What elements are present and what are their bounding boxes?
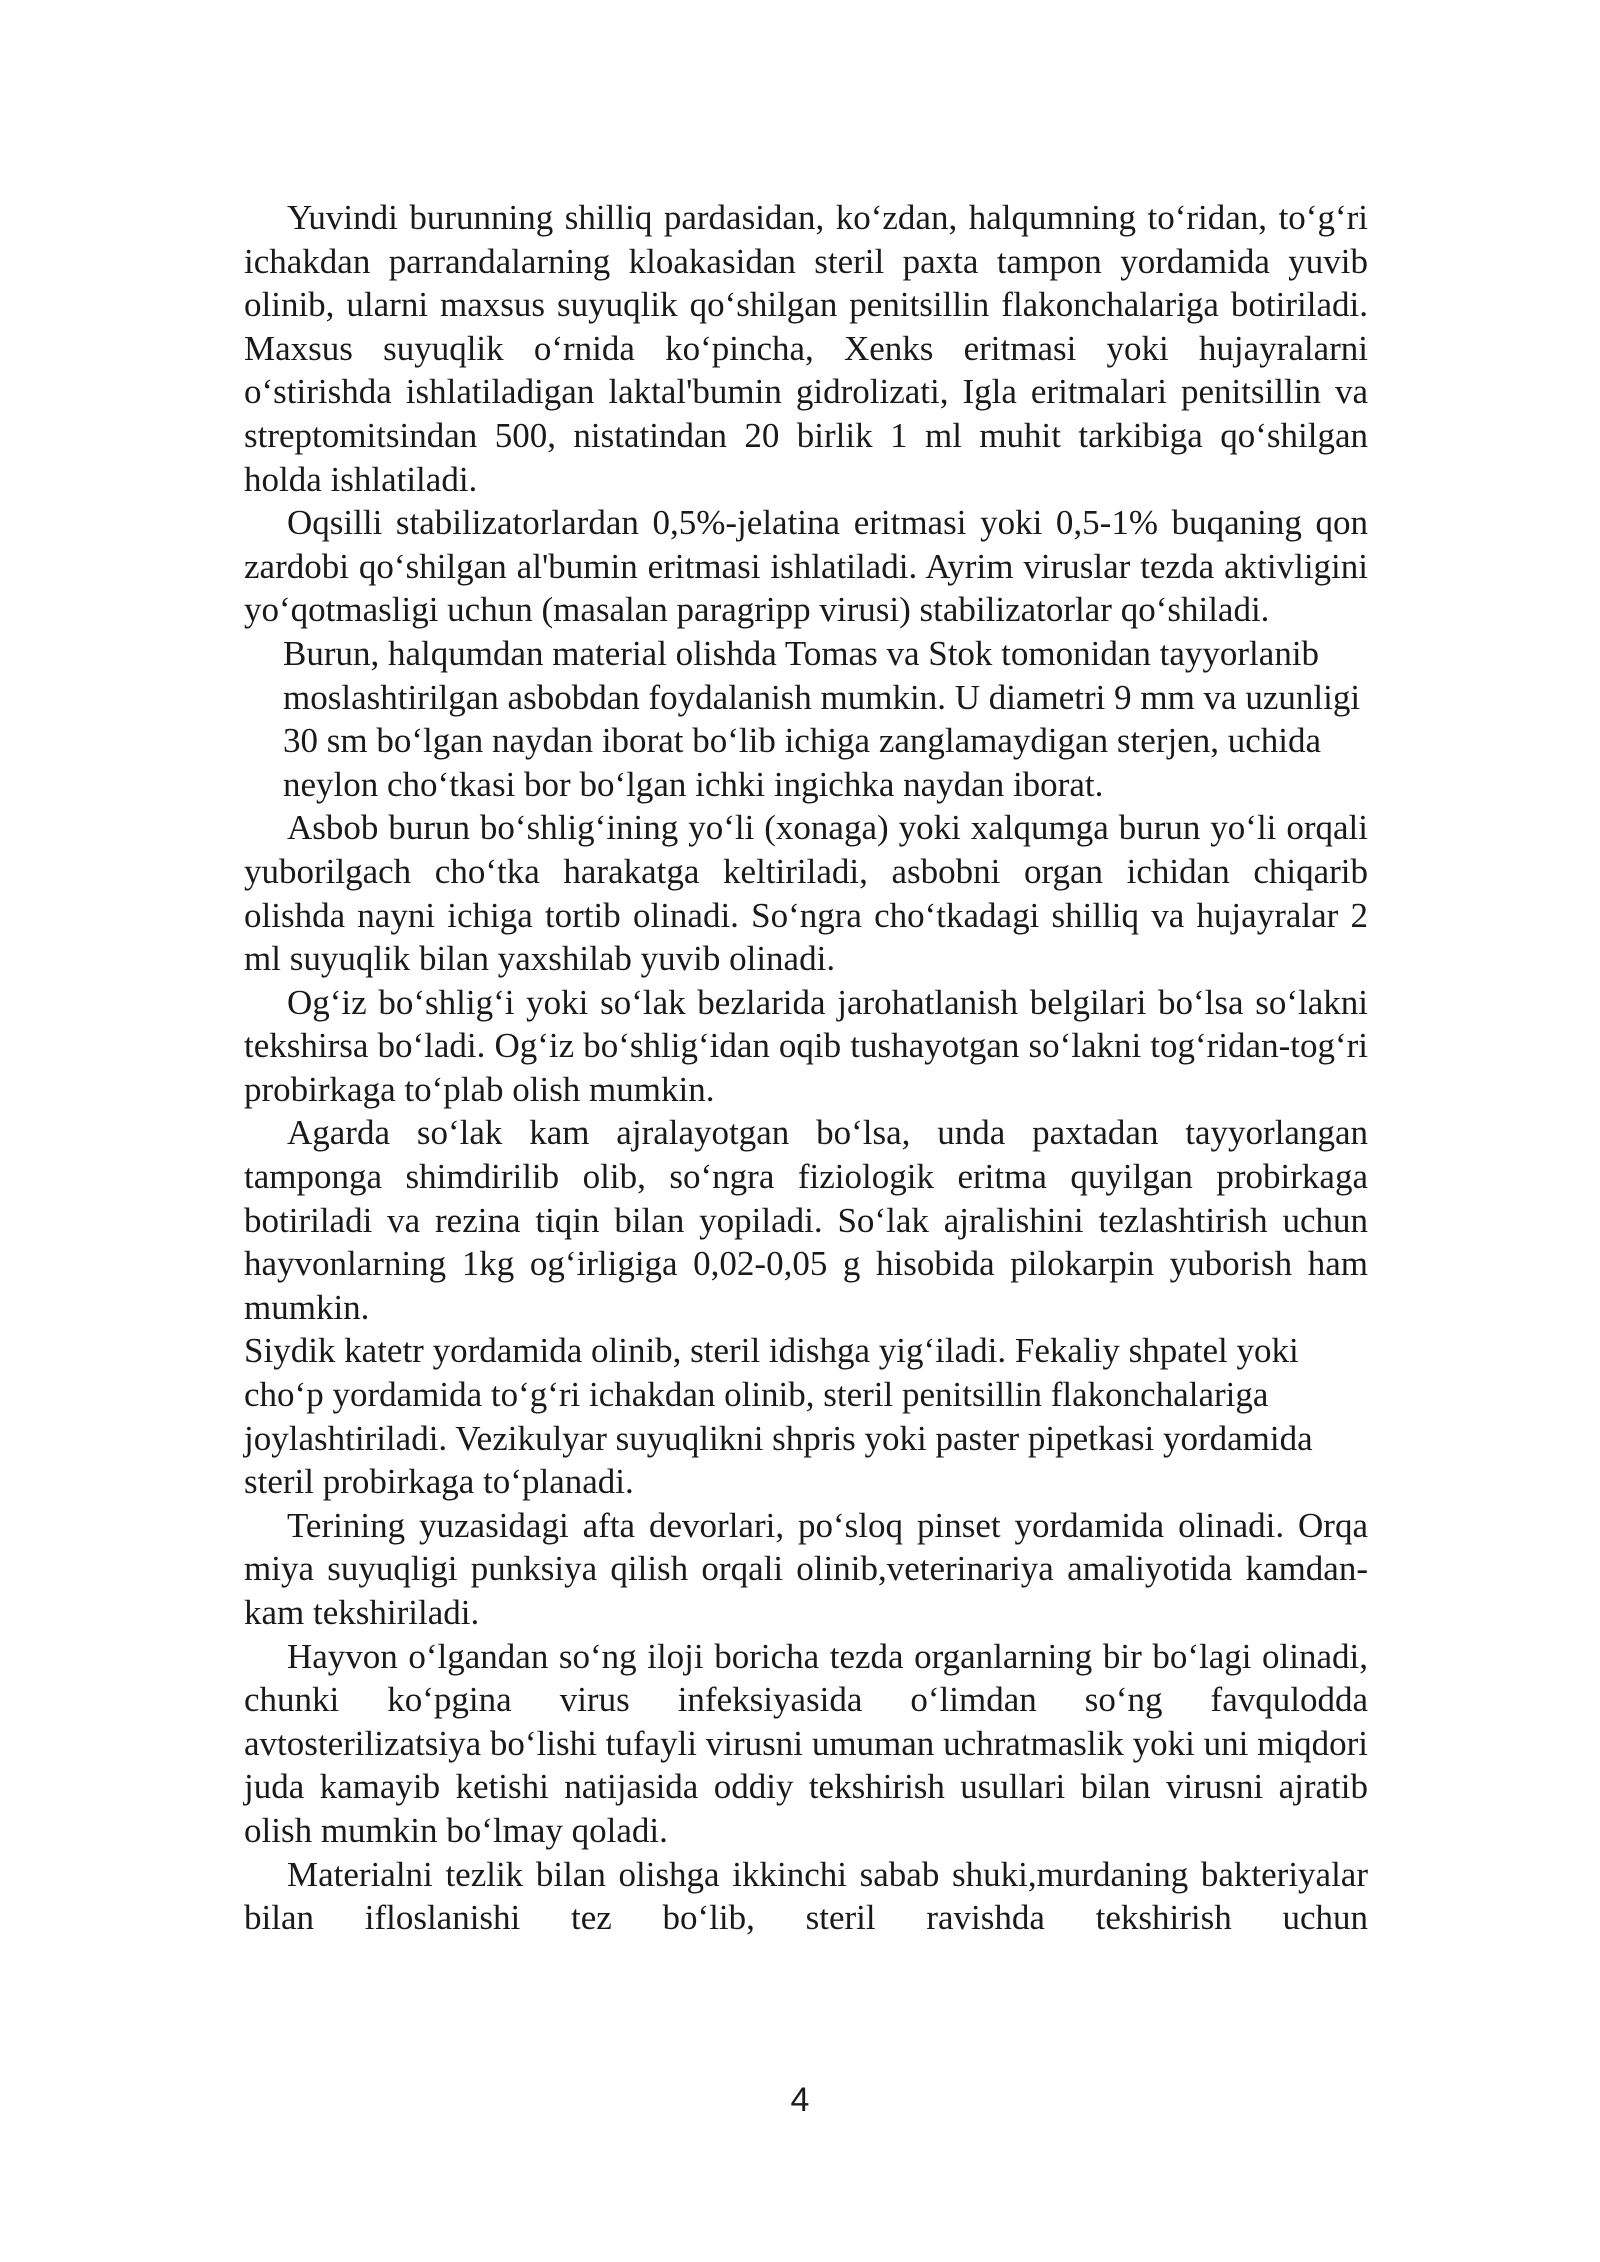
paragraph-skin-aphtha: Terining yuzasidagi afta devorlari, po‘sloq pinset yordamida olinadi. Orqa miya suyuqligi punksiya qilish orqali olinib,veterinariya amaliyotida kamdan-kam tekshiriladi. — [244, 1505, 1368, 1632]
paragraph-urine-feces: Siydik katetr yordamida olinib, steril idishga yig‘iladi. Fekaliy shpatel yoki cho‘p yordamida to‘g‘ri ichakdan olinib, steril penitsillin flakonchalariga joylashtiriladi. Vezikulyar suyuqlikni shpris yoki paster pipetkasi yordamida steril probirkaga to‘planadi. — [244, 1331, 1313, 1502]
body-text — [244, 196, 1368, 1940]
paragraph-second-reason: Materialni tezlik bilan olishga ikkinchi sabab shuki,murdaning bakteriyalar bilan ifloslanishi tez bo‘lib, steril ravishda tekshirish uchun — [244, 1854, 1368, 1938]
paragraph-post-mortem-organs: Hayvon o‘lgandan so‘ng iloji boricha tezda organlarning bir bo‘lagi olinadi, chunki ko‘pgina virus infeksiyasida o‘limdan so‘ng favqulodda avtosterilizatsiya bo‘lishi tufayli virusni umuman uchratmaslik yoki uni miqdori juda kamayib ketishi natijasida oddiy tekshirish usullari bilan virusni ajratib olish mumkin bo‘lmay qoladi. — [244, 1636, 1368, 1850]
page-number: 4 — [790, 2081, 810, 2119]
paragraph-saliva-check: Og‘iz bo‘shlig‘i yoki so‘lak bezlarida jarohatlanish belgilari bo‘lsa so‘lakni tekshirsa bo‘ladi. Og‘iz bo‘shlig‘idan oqib tushayotgan so‘lakni tog‘ridan-tog‘ri probirkaga to‘plab olish mumkin. — [244, 982, 1368, 1109]
paragraph-device-usage: Asbob burun bo‘shlig‘ining yo‘li (xonaga) yoki xalqumga burun yo‘li orqali yuborilgach cho‘tka harakatga keltiriladi, asbobni organ ichidan chiqarib olishda nayni ichiga tortib olinadi. So‘ngra cho‘tkadagi shilliq va hujayralar 2 ml suyuqlik bilan yaxshilab yuvib olinadi. — [244, 808, 1368, 979]
paragraph-protein-stabilizers: Oqsilli stabilizatorlardan 0,5%-jelatina eritmasi yoki 0,5-1% buqaning qon zardobi qo‘shilgan al'bumin eritmasi ishlatiladi. Ayrim viruslar tezda aktivligini yo‘qotmasligi uchun (masalan paragripp virusi) stabilizatorlar qo‘shiladi. — [244, 503, 1368, 630]
paragraph-tomas-stok-device: Burun, halqumdan material olishda Tomas va Stok tomonidan tayyorlanib moslashtirilgan asbobdan foydalanish mumkin. U diametri 9 mm va uzunligi 30 sm bo‘lgan naydan iborat bo‘lib ichiga zanglamaydigan sterjen, uchida neylon cho‘tkasi bor bo‘lgan ichki ingichka naydan iborat. — [283, 633, 1361, 804]
paragraph-swab-collection: Yuvindi burunning shilliq pardasidan, ko‘zdan, halqumning to‘ridan, to‘g‘ri ichakdan parrandalarning kloakasidan steril paxta tampon yordamida yuvib olinib, ularni maxsus suyuqlik qo‘shilgan penitsillin flakonchalariga botiriladi. Maxsus suyuqlik o‘rnida ko‘pincha, Xenks eritmasi yoki hujayralarni o‘stirishda ishlatiladigan laktal'bumin gidrolizati, Igla eritmalari penitsillin va streptomitsindan 500, nistatindan 20 birlik 1 ml muhit tarkibiga qo‘shilgan holda ishlatiladi. — [244, 198, 1368, 499]
paragraph-saliva-tampon: Agarda so‘lak kam ajralayotgan bo‘lsa, unda paxtadan tayyorlangan tamponga shimdirilib olib, so‘ngra fiziologik eritma quyilgan probirkaga botiriladi va rezina tiqin bilan yopiladi. So‘lak ajralishini tezlashtirish uchun hayvonlarning 1kg og‘irligiga 0,02-0,05 g hisobida pilokarpin yuborish ham mumkin. — [244, 1113, 1368, 1327]
